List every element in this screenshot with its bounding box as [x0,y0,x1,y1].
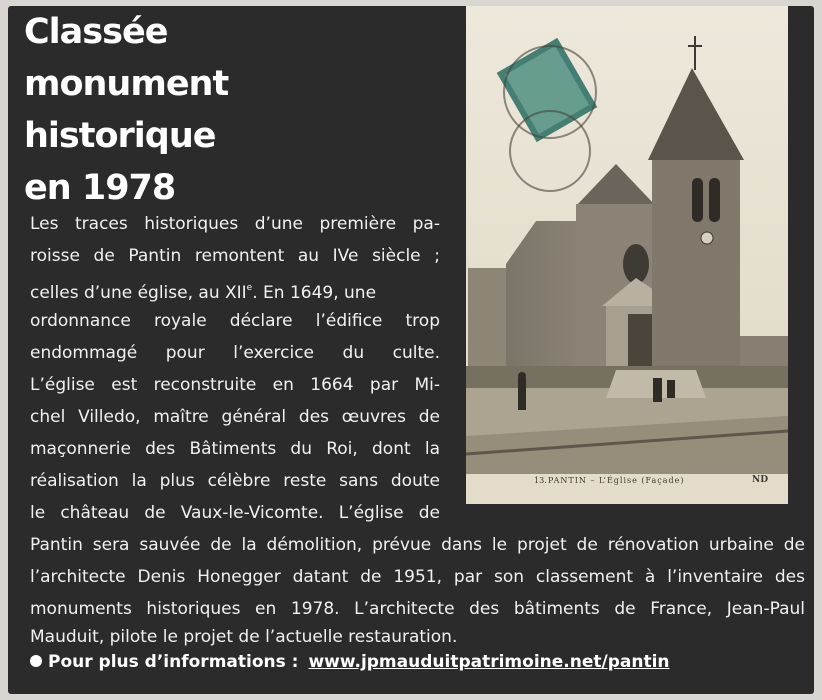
title-line: en 1978 [24,168,176,208]
title-line: Classée [24,12,168,52]
body-line: monuments historiques en 1978. L’architecte des bâtiments de France, Jean-Paul [30,599,805,619]
superscript: e [246,283,253,293]
title-line: historique [24,116,216,156]
title-line: monument [24,64,229,104]
body-line [30,276,440,305]
body-line: réalisation la plus célèbre reste sans doute [30,471,440,491]
body-line: roisse de Pantin remontent au IVe siècle ; [30,246,440,266]
body-line-part: celles d’une église, au XII [30,283,247,303]
postcard-caption: PANTIN – L’Église (Façade) [548,476,685,485]
body-line: chel Villedo, maître général des œuvres de [30,407,440,427]
body-line: le château de Vaux-le-Vicomte. L’église de [30,503,440,523]
website-link[interactable]: www.jpmauduitpatrimoine.net/pantin [308,652,670,672]
more-info-footer [30,652,670,672]
body-line: L’église est reconstruite en 1664 par Mi- [30,375,440,395]
body-line-part: . En 1649, une [252,283,377,303]
body-line: Mauduit, pilote le projet de l’actuelle restauration. [30,627,458,647]
body-line: Pantin sera sauvée de la démolition, prévue dans le projet de rénovation urbaine de [30,535,805,555]
article-title [24,6,324,214]
church-postcard-photo [466,6,788,504]
body-line: maçonnerie des Bâtiments du Roi, dont la [30,439,440,459]
body-line: ordonnance royale déclare l’édifice trop [30,311,440,331]
postcard-number: 13. [534,476,547,485]
more-info-label: Pour plus d’informations : [48,652,299,672]
church-illustration [466,6,788,504]
bullet-icon [30,655,42,667]
publisher-mark: ND [752,475,769,485]
body-line: Les traces historiques d’une première pa- [30,214,440,234]
body-line: l’architecte Denis Honegger datant de 1951, par son classement à l’inventaire des [30,567,805,587]
body-line: endommagé pour l’exercice du culte. [30,343,440,363]
